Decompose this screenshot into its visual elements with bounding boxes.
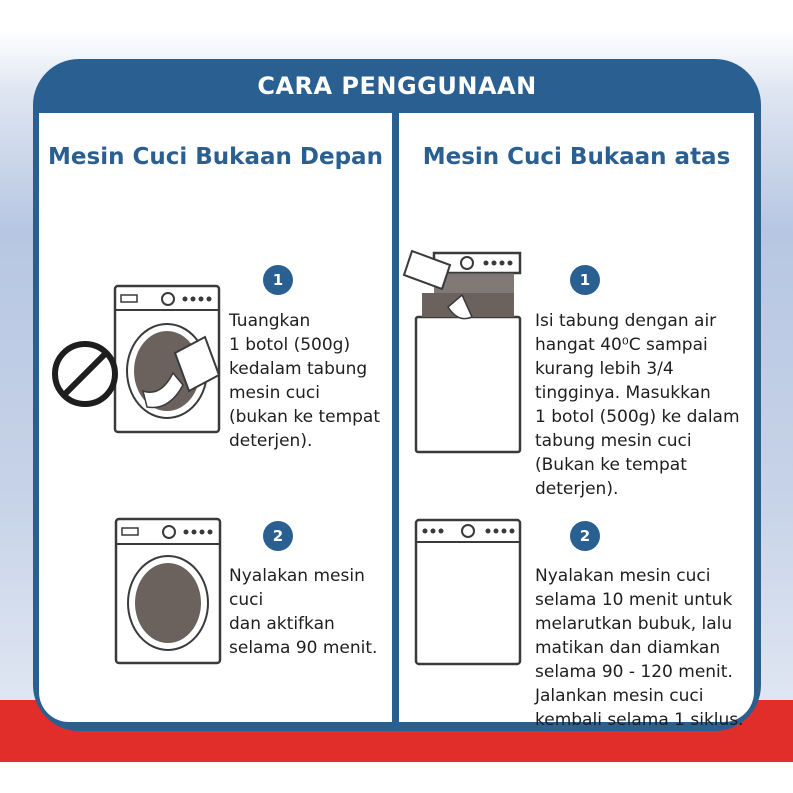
front-load-washer-step2-illustration	[114, 517, 224, 667]
top-load-column	[399, 113, 754, 730]
text-line: (Bukan ke tempat	[535, 455, 687, 475]
text-line: tabung mesin cuci	[535, 431, 692, 451]
instructions-panel	[33, 59, 761, 731]
text-line: kurang lebih 3/4	[535, 359, 674, 379]
front-load-washer-icon	[116, 519, 220, 663]
text-line: Jalankan mesin cuci	[535, 686, 704, 706]
text-line: Tuangkan	[229, 311, 311, 331]
text-line: Nyalakan mesin cuci	[535, 566, 711, 586]
text-line: tingginya. Masukkan	[535, 383, 711, 403]
top-load-step2-text	[535, 564, 744, 732]
front-load-step1-text	[229, 309, 380, 453]
front-load-step1-badge: 1	[263, 265, 293, 295]
text-line: melarutkan bubuk, lalu	[535, 614, 733, 634]
text-line: dan aktifkan	[229, 614, 335, 634]
no-symbol-icon	[55, 344, 115, 404]
text-line: selama 10 menit untuk	[535, 590, 733, 610]
top-load-washer-icon	[416, 520, 520, 664]
header-title: CARA PENGGUNAAN	[257, 72, 537, 100]
front-load-step2-badge: 2	[263, 521, 293, 551]
panel-header	[33, 59, 761, 113]
front-load-column	[39, 113, 392, 722]
front-load-washer-step1-illustration	[51, 283, 231, 443]
text-line: 1 botol (500g)	[229, 335, 351, 355]
text-line: 1 botol (500g) ke dalam	[535, 407, 740, 427]
top-load-washer-step1-illustration	[402, 249, 527, 459]
top-load-step1-badge: 1	[570, 265, 600, 295]
text-line: selama 90 - 120 menit.	[535, 662, 733, 682]
text-line: kedalam tabung	[229, 359, 368, 379]
text-line: matikan dan diamkan	[535, 638, 721, 658]
text-line: (bukan ke tempat	[229, 407, 380, 427]
text-line: hangat 40⁰C sampai	[535, 335, 708, 355]
top-load-title: Mesin Cuci Bukaan atas	[422, 144, 731, 170]
text-line: Nyalakan mesin cuci	[229, 566, 365, 610]
text-line: selama 90 menit.	[229, 638, 378, 658]
text-line: deterjen).	[229, 431, 313, 451]
top-load-washer-step2-illustration	[414, 518, 524, 668]
text-line: Isi tabung dengan air	[535, 311, 717, 331]
top-load-step2-badge: 2	[570, 521, 600, 551]
text-line: mesin cuci	[229, 383, 320, 403]
text-line: kembali selama 1 siklus.	[535, 710, 744, 730]
front-load-title: Mesin Cuci Bukaan Depan	[48, 144, 383, 170]
front-load-step2-text	[229, 564, 392, 660]
text-line: deterjen).	[535, 479, 619, 499]
top-load-step1-text	[535, 309, 740, 501]
